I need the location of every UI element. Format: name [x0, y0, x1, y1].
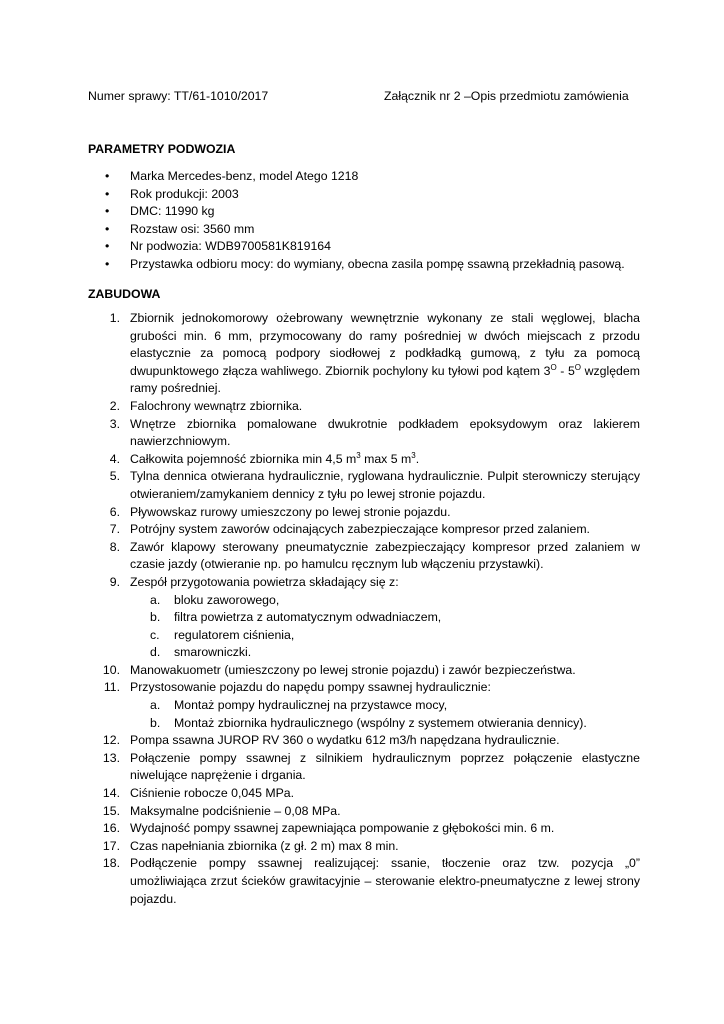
list-item: [88, 803, 640, 821]
item-text: Maksymalne podciśnienie – 0,08 MPa.: [130, 803, 341, 818]
item-number: 12.: [102, 733, 120, 748]
list-item: [88, 398, 640, 416]
bullet-icon: •: [105, 256, 110, 271]
sub-list-item: [130, 627, 640, 645]
sub-list-item: [130, 592, 640, 610]
section-title-chassis: PARAMETRY PODWOZIA: [88, 142, 236, 156]
item-text: Zawór klapowy sterowany pneumatycznie zabezpieczający kompresor przed zalaniem w czasie jazdy (otwieranie np. po hamulcu ręcznym lub włączeniu przystawki).: [130, 539, 640, 572]
item-number: 6.: [109, 504, 120, 519]
item-text: Czas napełniania zbiornika (z gł. 2 m) max 8 min.: [130, 838, 399, 853]
sub-item-text: Montaż zbiornika hydraulicznego (wspólny z systemem otwierania dennicy).: [174, 715, 587, 730]
item-number: 1.: [109, 311, 120, 325]
item-text: Połączenie pompy ssawnej z silnikiem hydraulicznym poprzez połączenie elastyczne niwelujące naprężenie i drgania.: [130, 750, 640, 783]
list-item: [88, 855, 640, 908]
item-text: Wnętrze zbiornika pomalowane dwukrotnie podkładem epoksydowym oraz lakierem nawierzchniowym.: [130, 416, 640, 449]
item-number: 15.: [102, 803, 120, 818]
sub-item-letter: b.: [150, 610, 161, 625]
list-item-text: [130, 785, 640, 803]
item-number: 16.: [102, 821, 120, 836]
item-text: Pływowskaz rurowy umieszczony po lewej stronie pojazdu.: [130, 504, 451, 519]
list-item-text: Nr podwozia: WDB9700581K819164: [130, 239, 331, 254]
list-item: [88, 539, 640, 574]
item-number: 2.: [109, 398, 120, 413]
item-number: 9.: [109, 574, 120, 589]
item-number: 11.: [103, 680, 120, 695]
list-item-text: [130, 310, 640, 398]
list-item-text: Przystawka odbioru mocy: do wymiany, obecna zasila pompę ssawną przekładnią pasową.: [130, 256, 625, 271]
list-item-text: [130, 750, 640, 785]
list-item-text: [130, 398, 640, 416]
list-item: [88, 504, 640, 522]
item-text: Podłączenie pompy ssawnej realizującej: ssanie, tłoczenie oraz tzw. pozycja „0” umożliwiająca zrzut ścieków grawitacyjnie – sterowanie elektro-pneumatyczne z lewej strony pojazdu.: [130, 856, 640, 906]
list-item: [88, 574, 640, 662]
item-text: Zespół przygotowania powietrza składający się z:: [130, 574, 399, 589]
list-item-text: [130, 521, 640, 539]
item-number: 4.: [109, 451, 120, 466]
list-item: [88, 838, 640, 856]
sub-item-text: smarowniczki.: [174, 645, 252, 660]
list-item: [88, 451, 640, 469]
item-text: Pompa ssawna JUROP RV 360 o wydatku 612 m3/h napędzana hydraulicznie.: [130, 733, 560, 748]
sub-item-letter: a.: [150, 592, 161, 607]
sub-list: [130, 697, 640, 732]
bullet-icon: •: [105, 204, 110, 219]
item-number: 7.: [109, 522, 120, 537]
list-item: [88, 785, 640, 803]
chassis-parameters-list: [88, 168, 648, 274]
item-number: 8.: [109, 539, 120, 554]
sub-item-text: regulatorem ciśnienia,: [174, 627, 295, 642]
sub-item-text: filtra powietrza z automatycznym odwadniaczem,: [174, 610, 442, 625]
list-item-text: [130, 468, 640, 503]
section-title-body: ZABUDOWA: [88, 287, 161, 301]
item-number: 3.: [109, 416, 120, 431]
sub-item-letter: d.: [150, 645, 161, 660]
bullet-icon: •: [105, 239, 110, 254]
list-item-text: [130, 539, 640, 574]
list-item-text: [130, 574, 640, 592]
item-text: względem ramy pośredniej.: [130, 363, 640, 396]
bullet-icon: •: [105, 169, 110, 183]
item-text: Przystosowanie pojazdu do napędu pompy ssawnej hydraulicznie:: [130, 680, 491, 695]
list-item: [88, 750, 640, 785]
list-item-text: [130, 662, 640, 680]
list-item: [88, 256, 648, 274]
sub-item-text: bloku zaworowego,: [174, 592, 280, 607]
sub-list: [130, 592, 640, 662]
list-item-text: [130, 855, 640, 908]
list-item: [88, 468, 640, 503]
list-item: [88, 732, 640, 750]
list-item: [88, 221, 648, 239]
list-item: [88, 679, 640, 732]
list-item-text: DMC: 11990 kg: [130, 204, 215, 219]
item-text: Ciśnienie robocze 0,045 MPa.: [130, 786, 295, 801]
list-item-text: [130, 732, 640, 750]
list-item: [88, 521, 640, 539]
item-text: Potrójny system zaworów odcinających zabezpieczające kompresor przed zalaniem.: [130, 522, 590, 537]
body-requirements-list: [88, 310, 640, 908]
sub-item-letter: c.: [150, 627, 160, 642]
item-number: 17.: [102, 838, 120, 853]
case-number: Numer sprawy: TT/61-1010/2017: [88, 89, 269, 103]
item-number: 18.: [102, 856, 120, 871]
list-item-text: [130, 803, 640, 821]
list-item-text: Rok produkcji: 2003: [130, 186, 239, 201]
list-item-text: [130, 451, 640, 469]
list-item-text: [130, 838, 640, 856]
superscript: O: [550, 362, 557, 372]
attachment-title: Załącznik nr 2 –Opis przedmiotu zamówienia: [384, 89, 629, 103]
list-item: [88, 662, 640, 680]
item-number: 5.: [109, 469, 120, 484]
bullet-icon: •: [105, 221, 110, 236]
list-item-text: [130, 504, 640, 522]
sub-list-item: [130, 697, 640, 715]
sub-list-item: [130, 609, 640, 627]
list-item: [88, 203, 648, 221]
list-item-text: [130, 679, 640, 697]
item-text: Falochrony wewnątrz zbiornika.: [130, 398, 303, 413]
superscript: 3: [411, 450, 416, 460]
item-text: Manowakuometr (umieszczony po lewej stronie pojazdu) i zawór bezpieczeństwa.: [130, 662, 576, 677]
superscript: 3: [356, 450, 361, 460]
list-item: [88, 310, 640, 398]
list-item: [88, 186, 648, 204]
list-item: [88, 168, 648, 186]
item-text: .: [415, 451, 420, 466]
sub-item-letter: a.: [150, 698, 161, 713]
list-item: [88, 820, 640, 838]
item-number: 10.: [102, 662, 120, 677]
list-item-text: [130, 416, 640, 451]
list-item-text: [130, 820, 640, 838]
item-text: Wydajność pompy ssawnej zapewniająca pompowanie z głębokości min. 6 m.: [130, 821, 555, 836]
list-item: [88, 416, 640, 451]
item-text: - 5: [556, 363, 575, 378]
sub-item-text: Montaż pompy hydraulicznej na przystawce mocy,: [174, 698, 448, 713]
sub-item-letter: b.: [150, 715, 161, 730]
bullet-icon: •: [105, 186, 110, 201]
list-item-text: Rozstaw osi: 3560 mm: [130, 221, 255, 236]
superscript: O: [574, 362, 582, 372]
item-text: Tylna dennica otwierana hydraulicznie, ryglowana hydraulicznie. Pulpit sterowniczy sterujący otwieraniem/zamykaniem dennicy z tyłu po lewej stronie pojazdu.: [130, 469, 640, 501]
sub-list-item: [130, 715, 640, 733]
item-number: 13.: [102, 750, 120, 765]
item-text: max 5 m: [360, 451, 412, 466]
item-text: Zbiornik jednokomorowy ożebrowany wewnętrznie wykonany ze stali węglowej, blacha grubości min. 6 mm, przymocowany do ramy pośredniej w dwóch miejscach z przodu elastycznie za pomocą podpory siodłowej z podkładką gumową, z tyłu za pomocą dwupunktowego złącza wahliwego. Zbiornik pochylony ku tyłowi pod kątem 3: [130, 311, 640, 378]
sub-list-item: [130, 644, 640, 662]
item-text: Całkowita pojemność zbiornika min 4,5 m: [130, 451, 357, 466]
list-item-text: Marka Mercedes-benz, model Atego 1218: [130, 169, 359, 183]
list-item: [88, 238, 648, 256]
item-number: 14.: [102, 786, 120, 801]
